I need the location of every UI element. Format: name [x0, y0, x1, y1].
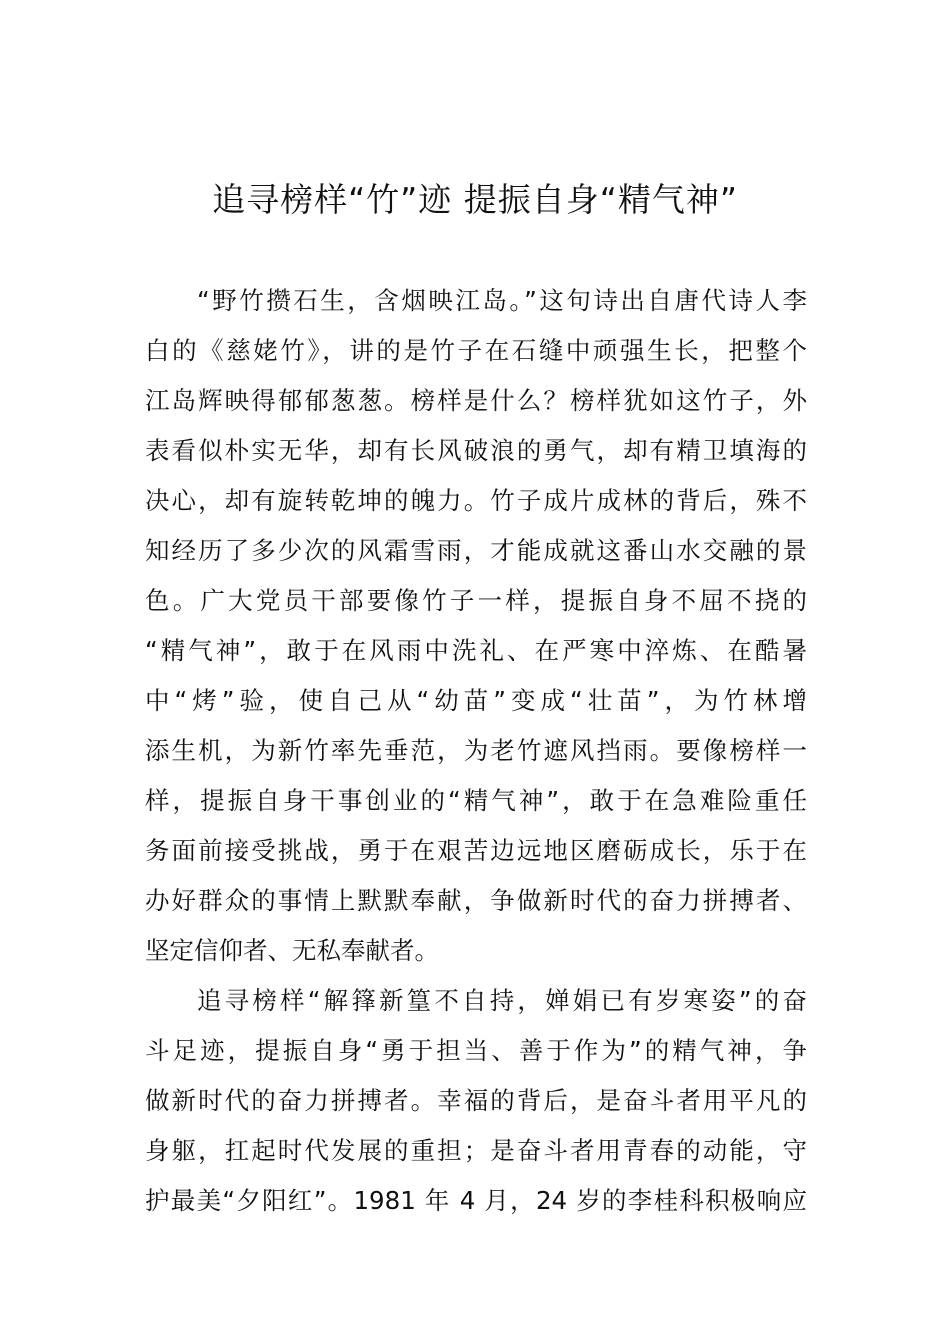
document-title: 追寻榜样“竹”迹 提振自身“精气神” — [212, 180, 738, 219]
paragraph-2-line: 做新时代的奋力拼搏者。幸福的背后，是奋斗者用平凡的 — [145, 1086, 807, 1115]
document-body — [145, 276, 807, 1226]
paragraph-1-line: “野竹攒石生，含烟映江岛。”这句诗出自唐代诗人李 — [197, 286, 807, 315]
paragraph-1-line: 表看似朴实无华，却有长风破浪的勇气，却有精卫填海的 — [145, 436, 807, 465]
paragraph-1-line: “精气神”，敢于在风雨中洗礼、在严寒中淬炼、在酷暑 — [145, 636, 807, 665]
paragraph-1-line: 务面前接受挑战，勇于在艰苦边远地区磨砺成长，乐于在 — [145, 836, 807, 865]
paragraph-1-line: 添生机，为新竹率先垂范，为老竹遮风挡雨。要像榜样一 — [145, 736, 807, 765]
paragraph-1-line: 色。广大党员干部要像竹子一样，提振自身不屈不挠的 — [145, 586, 807, 615]
paragraph-2-line: 身躯，扛起时代发展的重担；是奋斗者用青春的动能，守 — [145, 1136, 807, 1165]
paragraph-1-line: 中“烤”验，使自己从“幼苗”变成“壮苗”，为竹林增 — [145, 686, 807, 715]
paragraph-1-line: 决心，却有旋转乾坤的魄力。竹子成片成林的背后，殊不 — [145, 486, 807, 515]
paragraph-2-line: 护最美“夕阳红”。1981 年 4 月，24 岁的李桂科积极响应 — [145, 1186, 807, 1215]
paragraph-1-line: 白的《慈姥竹》，讲的是竹子在石缝中顽强生长，把整个 — [145, 336, 807, 365]
paragraph-1-line: 样，提振自身干事创业的“精气神”，敢于在急难险重任 — [145, 786, 807, 815]
paragraph-1-line: 知经历了多少次的风霜雪雨，才能成就这番山水交融的景 — [145, 536, 807, 565]
paragraph-1-line: 江岛辉映得郁郁葱葱。榜样是什么？榜样犹如这竹子，外 — [145, 386, 807, 415]
paragraph-1-line: 办好群众的事情上默默奉献，争做新时代的奋力拼搏者、 — [145, 886, 807, 915]
paragraph-2-line: 追寻榜样“解箨新篁不自持，婵娟已有岁寒姿”的奋 — [197, 986, 807, 1015]
paragraph-2-line: 斗足迹，提振自身“勇于担当、善于作为”的精气神，争 — [145, 1036, 807, 1065]
paragraph-1-line: 坚定信仰者、无私奉献者。 — [145, 936, 439, 965]
